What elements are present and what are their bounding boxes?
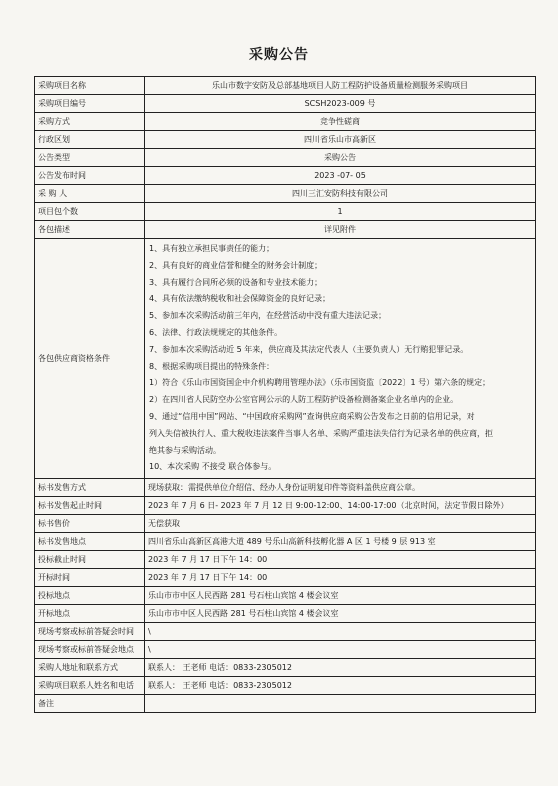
- row-label: 采购项目编号: [35, 95, 145, 113]
- row-value: 详见附件: [145, 221, 536, 239]
- qualification-row: [35, 239, 536, 479]
- row-value: \: [145, 641, 536, 659]
- qualification-line: 1、具有独立承担民事责任的能力；: [149, 244, 275, 253]
- row-label: 行政区划: [35, 131, 145, 149]
- table-row: [35, 113, 536, 131]
- row-label: 采购人地址和联系方式: [35, 659, 145, 677]
- table-row: [35, 659, 536, 677]
- table-row: [35, 623, 536, 641]
- qualification-line: 10、本次采购 不接受 联合体参与。: [149, 462, 277, 472]
- table-row: [35, 203, 536, 221]
- row-value: 2023 年 7 月 6 日- 2023 年 7 月 12 日 9:00-12:00、14:00-17:00（北京时间，法定节假日除外）: [145, 497, 536, 515]
- qualification-label: 各包供应商资格条件: [35, 239, 145, 479]
- row-value: 现场获取：需提供单位介绍信、经办人身份证明复印件等资料盖供应商公章。: [145, 479, 536, 497]
- row-label: 开标时间: [35, 569, 145, 587]
- row-value: 无偿获取: [145, 515, 536, 533]
- table-row: [35, 185, 536, 203]
- row-value: SCSH2023-009 号: [145, 95, 536, 113]
- row-label: 标书售价: [35, 515, 145, 533]
- row-value: 竞争性磋商: [145, 113, 536, 131]
- table-row: [35, 587, 536, 605]
- table-row: [35, 641, 536, 659]
- qualification-line: 6、法律、行政法规规定的其他条件。: [149, 327, 283, 337]
- row-value: [145, 695, 536, 713]
- row-label: 采 购 人: [35, 185, 145, 203]
- qualification-line: 2、具有良好的商业信誉和健全的财务会计制度；: [149, 260, 323, 270]
- qualification-line: 2）在四川省人民防空办公室官网公示的人防工程防护设备检测备案企业名单内的企业。: [149, 395, 459, 405]
- table-row: [35, 677, 536, 695]
- table-row: [35, 221, 536, 239]
- row-value: \: [145, 623, 536, 641]
- table-row: [35, 695, 536, 713]
- qualification-line: 4、具有依法缴纳税收和社会保障资金的良好记录；: [149, 294, 331, 304]
- row-label: 现场考察或标前答疑会时间: [35, 623, 145, 641]
- row-value: 1: [145, 203, 536, 221]
- qualification-line: 1）符合《乐山市国资国企中介机构聘用管理办法》（乐市国资监〔2022〕1 号）第六条的规定；: [149, 378, 491, 388]
- table-row: [35, 167, 536, 185]
- row-value: 四川省乐山高新区高港大道 489 号乐山高新科技孵化器 A 区 1 号楼 9 层 913 室: [145, 533, 536, 551]
- qualification-line: 5、参加本次采购活动前三年内，在经营活动中没有重大违法记录；: [149, 311, 387, 321]
- row-label: 备注: [35, 695, 145, 713]
- qualification-line: 3、具有履行合同所必须的设备和专业技术能力；: [149, 277, 323, 287]
- row-value: 联系人： 王老师 电话：0833-2305012: [145, 659, 536, 677]
- row-value: 采购公告: [145, 149, 536, 167]
- row-label: 现场考察或标前答疑会地点: [35, 641, 145, 659]
- row-label: 标书发售地点: [35, 533, 145, 551]
- row-label: 投标地点: [35, 587, 145, 605]
- table-row: [35, 149, 536, 167]
- table-row: [35, 569, 536, 587]
- table-row: [35, 77, 536, 95]
- row-label: 公告类型: [35, 149, 145, 167]
- row-label: 标书发售方式: [35, 479, 145, 497]
- table-row: [35, 533, 536, 551]
- row-value: 2023 年 7 月 17 日下午 14：00: [145, 569, 536, 587]
- row-label: 公告发布时间: [35, 167, 145, 185]
- row-label: 项目包个数: [35, 203, 145, 221]
- table-row: [35, 497, 536, 515]
- row-label: 各包描述: [35, 221, 145, 239]
- table-row: [35, 95, 536, 113]
- row-value: 联系人： 王老师 电话：0833-2305012: [145, 677, 536, 695]
- document-title: 采购公告: [249, 47, 309, 63]
- row-value: 乐山市市中区人民西路 281 号石柱山宾馆 4 楼会议室: [145, 605, 536, 623]
- qualification-list: [145, 239, 536, 479]
- row-label: 采购项目联系人姓名和电话: [35, 677, 145, 695]
- table-row: [35, 131, 536, 149]
- table-row: [35, 551, 536, 569]
- row-value: 2023 -07- 05: [145, 167, 536, 185]
- qualification-line: 9、通过“信用中国”网站、“中国政府采购网”查询供应商采购公告发布之日前的信用记录，对: [149, 411, 475, 421]
- row-label: 采购项目名称: [35, 77, 145, 95]
- row-label: 采购方式: [35, 113, 145, 131]
- procurement-table: [34, 76, 536, 713]
- qualification-line: 7、参加本次采购活动近 5 年来，供应商及其法定代表人（主要负责人）无行贿犯罪记录。: [149, 344, 469, 354]
- row-label: 标书发售起止时间: [35, 497, 145, 515]
- row-value: 四川三汇安防科技有限公司: [145, 185, 536, 203]
- row-value: 2023 年 7 月 17 日下午 14：00: [145, 551, 536, 569]
- row-value: 乐山市市中区人民西路 281 号石柱山宾馆 4 楼会议室: [145, 587, 536, 605]
- row-label: 开标地点: [35, 605, 145, 623]
- row-value: 乐山市数字安防及总部基地项目人防工程防护设备质量检测服务采购项目: [145, 77, 536, 95]
- table-row: [35, 605, 536, 623]
- row-value: 四川省乐山市高新区: [145, 131, 536, 149]
- table-row: [35, 515, 536, 533]
- table-row: [35, 479, 536, 497]
- qualification-line: 绝其参与采购活动。: [149, 445, 221, 455]
- qualification-line: 8、根据采购项目提出的特殊条件：: [149, 361, 275, 371]
- qualification-line: 列入失信被执行人、重大税收违法案件当事人名单、采购严重违法失信行为记录名单的供应商，拒: [149, 428, 493, 438]
- row-label: 投标截止时间: [35, 551, 145, 569]
